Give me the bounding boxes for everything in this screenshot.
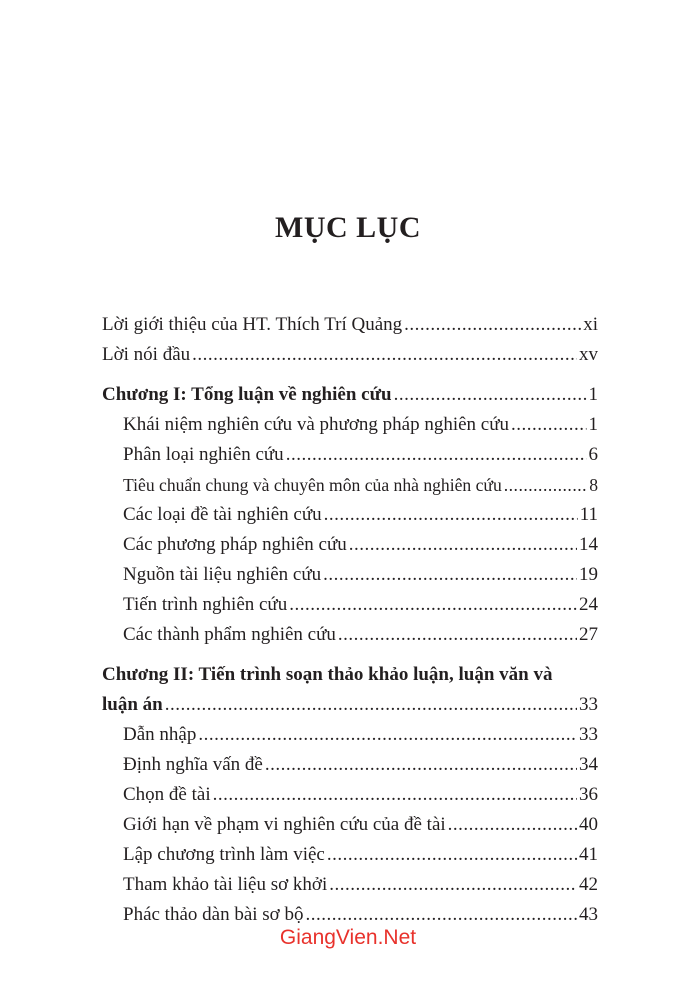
toc-page-number: 42 bbox=[579, 874, 598, 895]
page-title: MỤC LỤC bbox=[275, 211, 421, 244]
toc-entry[interactable] bbox=[102, 780, 598, 810]
toc-page-number: 33 bbox=[579, 694, 598, 715]
toc-page-number: xi bbox=[583, 314, 598, 335]
toc-entry[interactable] bbox=[102, 750, 598, 780]
toc-entry[interactable] bbox=[102, 530, 598, 560]
toc-entry-label: Các thành phẩm nghiên cứu bbox=[123, 624, 336, 645]
toc-page-number: 43 bbox=[579, 904, 598, 925]
toc-entry-label: Các phương pháp nghiên cứu bbox=[123, 534, 347, 555]
dot-leader bbox=[327, 840, 577, 870]
dot-leader bbox=[349, 530, 577, 560]
toc-entry-label: Tiến trình nghiên cứu bbox=[123, 594, 288, 615]
toc-entry[interactable] bbox=[102, 720, 598, 750]
dot-leader bbox=[198, 720, 577, 750]
toc-entry[interactable] bbox=[102, 470, 598, 500]
toc-page-number: 1 bbox=[588, 414, 598, 435]
toc-entry-preface[interactable] bbox=[102, 340, 598, 370]
dot-leader bbox=[265, 750, 577, 780]
toc-entry[interactable] bbox=[102, 620, 598, 650]
toc-entry[interactable] bbox=[102, 500, 598, 530]
toc-entry-label: Lời giới thiệu của HT. Thích Trí Quảng bbox=[102, 314, 403, 335]
toc-entry-label: Tiêu chuẩn chung và chuyên môn của nhà nghiên cứu bbox=[123, 475, 502, 495]
dot-leader bbox=[504, 470, 587, 500]
toc-entry[interactable] bbox=[102, 440, 598, 470]
toc-entry-label: Định nghĩa vấn đề bbox=[123, 754, 263, 775]
dot-leader bbox=[404, 310, 581, 340]
dot-leader bbox=[192, 340, 577, 370]
toc-page-number: 1 bbox=[588, 384, 598, 405]
toc-page-number: xv bbox=[579, 344, 598, 365]
dot-leader bbox=[511, 410, 586, 440]
toc-page-number: 34 bbox=[579, 754, 598, 775]
toc-entry[interactable] bbox=[102, 870, 598, 900]
toc-page-number: 24 bbox=[579, 594, 598, 615]
dot-leader bbox=[289, 590, 577, 620]
toc-entry-label: Tham khảo tài liệu sơ khởi bbox=[123, 874, 328, 895]
dot-leader bbox=[165, 690, 577, 720]
toc-page-number: 19 bbox=[579, 564, 598, 585]
toc-entry-label: Nguồn tài liệu nghiên cứu bbox=[123, 564, 322, 585]
toc-entry-label: Giới hạn về phạm vi nghiên cứu của đề tài bbox=[123, 814, 446, 835]
dot-leader bbox=[394, 380, 587, 410]
toc-entry-label: Khái niệm nghiên cứu và phương pháp nghiên cứu bbox=[123, 414, 510, 435]
toc-entry-label: Phác thảo dàn bài sơ bộ bbox=[123, 904, 304, 925]
toc-chapter-1[interactable] bbox=[102, 380, 598, 410]
toc-chapter-label: Chương I: Tổng luận về nghiên cứu bbox=[102, 384, 392, 405]
dot-leader bbox=[323, 560, 577, 590]
toc-chapter-2-label-line1[interactable]: Chương II: Tiến trình soạn thảo khảo luận, luận văn và bbox=[102, 664, 553, 685]
toc-entry-label: Dẫn nhập bbox=[123, 724, 197, 745]
dot-leader bbox=[338, 620, 577, 650]
toc-page-number: 41 bbox=[579, 844, 598, 865]
toc-page-number: 40 bbox=[579, 814, 598, 835]
toc-page-number: 6 bbox=[588, 444, 598, 465]
dot-leader bbox=[324, 500, 578, 530]
toc-entry-label: Chọn đề tài bbox=[123, 784, 211, 805]
toc-entry[interactable] bbox=[102, 560, 598, 590]
dot-leader bbox=[329, 870, 577, 900]
toc-entry-foreword[interactable] bbox=[102, 310, 598, 340]
toc-page-number: 11 bbox=[579, 504, 598, 525]
dot-leader bbox=[286, 440, 587, 470]
dot-leader bbox=[448, 810, 577, 840]
toc-page-number: 33 bbox=[579, 724, 598, 745]
toc-entry-label: Lời nói đầu bbox=[102, 344, 191, 365]
table-of-contents bbox=[102, 310, 598, 930]
watermark: GiangVien.Net bbox=[279, 926, 417, 949]
toc-entry[interactable] bbox=[102, 810, 598, 840]
toc-chapter-label: luận án bbox=[102, 694, 163, 715]
toc-entry-label: Lập chương trình làm việc bbox=[123, 844, 325, 865]
toc-entry[interactable] bbox=[102, 410, 598, 440]
toc-page-number: 8 bbox=[589, 475, 598, 495]
toc-entry[interactable] bbox=[102, 840, 598, 870]
dot-leader bbox=[213, 780, 577, 810]
toc-entry[interactable] bbox=[102, 590, 598, 620]
toc-chapter-2[interactable] bbox=[102, 690, 598, 720]
toc-page-number: 27 bbox=[579, 624, 598, 645]
toc-entry-label: Các loại đề tài nghiên cứu bbox=[123, 504, 322, 525]
toc-page-number: 14 bbox=[579, 534, 598, 555]
toc-page-number: 36 bbox=[579, 784, 598, 805]
toc-entry-label: Phân loại nghiên cứu bbox=[123, 444, 284, 465]
